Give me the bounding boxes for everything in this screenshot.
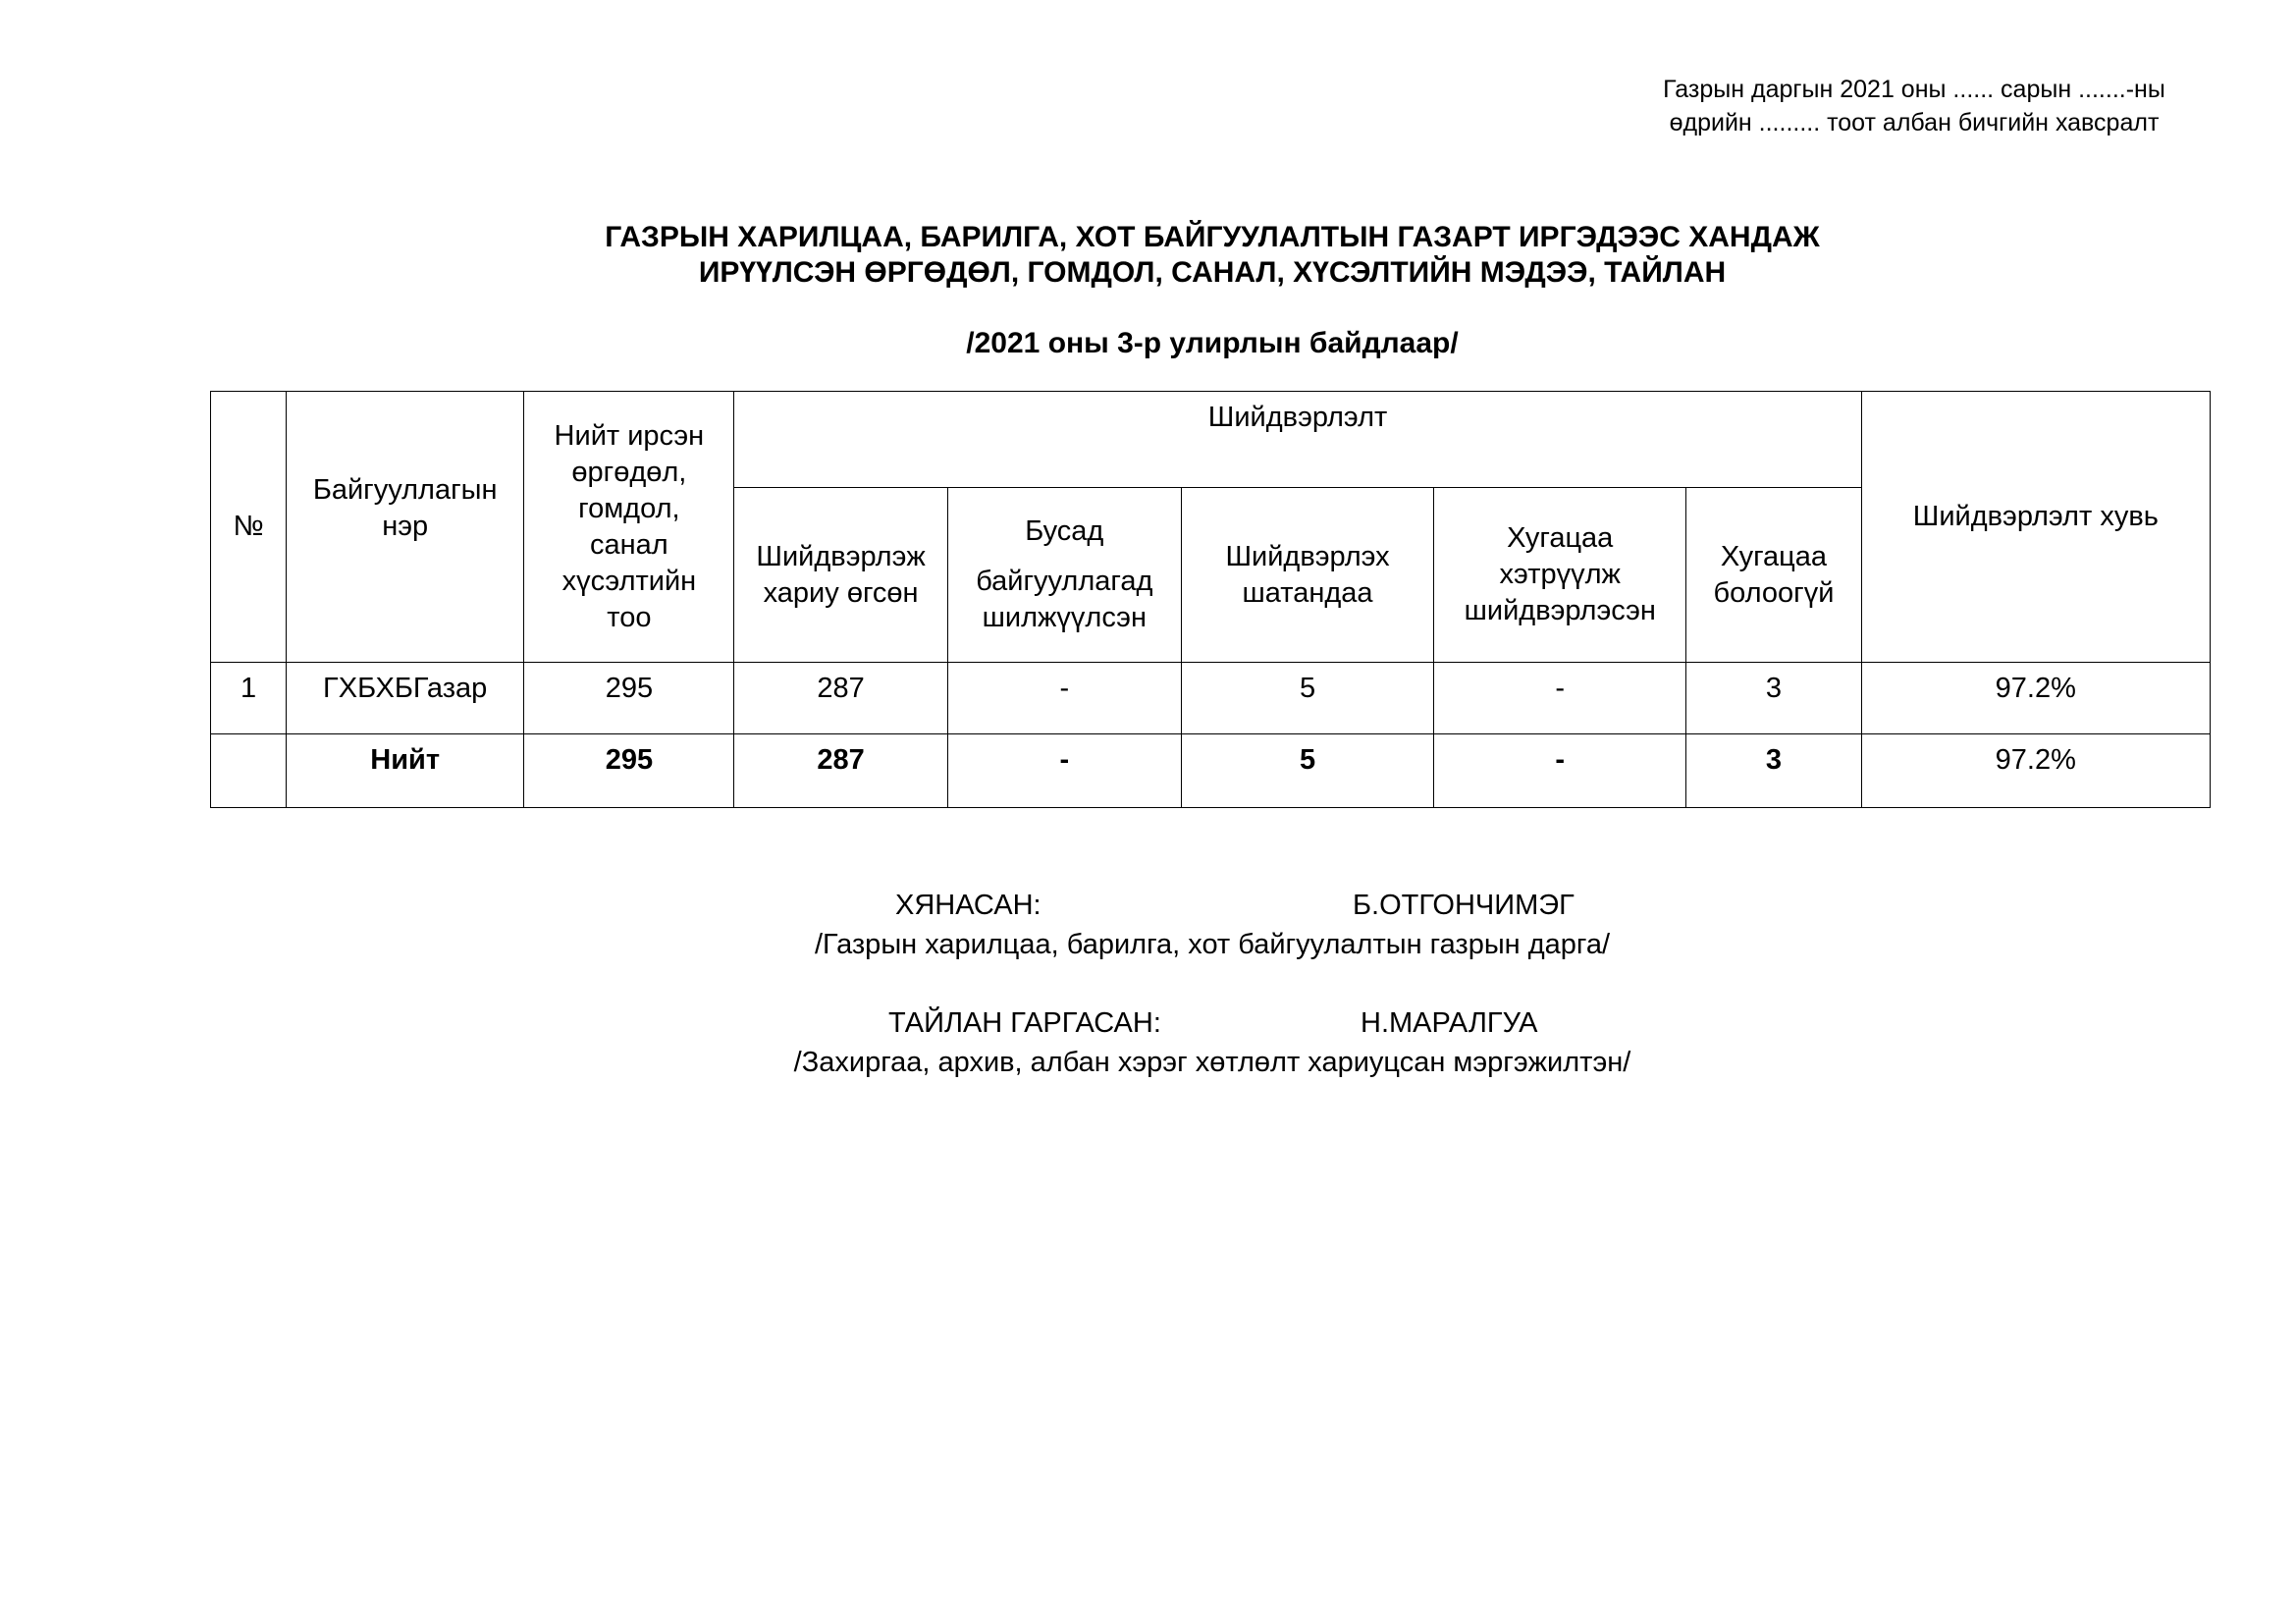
annex-line-2: өдрийн ......... тоот албан бичгийн хавсралт xyxy=(1669,109,2160,136)
total-cell-overdue-resolved: - xyxy=(1434,734,1686,808)
header-total-line: санал xyxy=(590,528,668,561)
header-in-progress xyxy=(1181,488,1433,663)
header-total-line: гомдол, xyxy=(578,492,680,524)
table-row xyxy=(211,663,2211,734)
cell-in-progress: 5 xyxy=(1181,663,1433,734)
reviewed-position: /Газрын харилцаа, барилга, хот байгуулалтын газрын дарга/ xyxy=(814,929,1611,960)
header-overdue-line: хэтрүүлж xyxy=(1499,559,1621,590)
header-resolved-line: Шийдвэрлэж xyxy=(756,540,926,572)
header-total-line: тоо xyxy=(607,601,652,633)
header-transferred-line: шилжүүлсэн xyxy=(982,602,1147,633)
reviewed-role: ХЯНАСАН: xyxy=(895,890,1041,921)
header-org-name-line: нэр xyxy=(382,511,429,542)
header-not-due xyxy=(1686,488,1861,663)
header-row-1 xyxy=(211,392,2211,488)
prepared-role: ТАЙЛАН ГАРГАСАН: xyxy=(888,1007,1161,1039)
report-title xyxy=(0,220,2296,291)
cell-not-due: 3 xyxy=(1686,663,1861,734)
total-cell-in-progress: 5 xyxy=(1181,734,1433,808)
header-not-due-line: Хугацаа xyxy=(1720,540,1828,572)
header-overdue-line: Хугацаа xyxy=(1507,522,1614,554)
header-transferred-line: байгууллагад xyxy=(976,566,1153,597)
header-org-name-line: Байгууллагын xyxy=(312,474,498,506)
header-rate xyxy=(1861,392,2210,663)
header-total-line: хүсэлтийн xyxy=(561,565,697,597)
cell-resolved: 287 xyxy=(734,663,947,734)
cell-org: ГХБХБГазар xyxy=(287,663,524,734)
header-resolved-line: хариу өгсөн xyxy=(763,576,919,609)
annex-line-1: Газрын даргын 2021 оны ...... сарын .......-ны xyxy=(1663,76,2165,103)
annex-note xyxy=(1571,73,2258,139)
header-in-progress-line: шатандаа xyxy=(1242,576,1373,609)
total-cell-not-due: 3 xyxy=(1686,734,1861,808)
prepared-position: /Захиргаа, архив, албан хэрэг хөтлөлт хариуцсан мэргэжилтэн/ xyxy=(793,1047,1631,1078)
total-row xyxy=(211,734,2211,808)
cell-rate: 97.2% xyxy=(1861,663,2210,734)
header-resolved xyxy=(734,488,947,663)
reviewed-name: Б.ОТГОНЧИМЭГ xyxy=(1353,890,1575,921)
cell-no: 1 xyxy=(211,663,287,734)
header-total-line: өргөдөл, xyxy=(571,456,687,488)
cell-total: 295 xyxy=(524,663,734,734)
total-cell-total: 295 xyxy=(524,734,734,808)
header-no: № xyxy=(211,392,287,663)
header-transferred-line: Бусад xyxy=(1025,515,1104,547)
header-overdue-resolved xyxy=(1434,488,1686,663)
header-org-name xyxy=(287,392,524,663)
header-total-line: Нийт ирсэн xyxy=(554,419,705,452)
header-rate-label: Шийдвэрлэлт хувь xyxy=(1912,501,2159,532)
report-table xyxy=(210,391,2211,808)
prepared-name: Н.МАРАЛГУА xyxy=(1361,1007,1538,1039)
total-cell-rate: 97.2% xyxy=(1861,734,2210,808)
total-cell-no xyxy=(211,734,287,808)
report-title-line-1: ГАЗРЫН ХАРИЛЦАА, БАРИЛГА, ХОТ БАЙГУУЛАЛТЫН ГАЗАРТ ИРГЭДЭЭС ХАНДАЖ xyxy=(605,221,1820,253)
report-period: /2021 оны 3-р улирлын байдлаар/ xyxy=(966,327,1459,359)
cell-overdue-resolved: - xyxy=(1434,663,1686,734)
total-cell-transferred: - xyxy=(947,734,1181,808)
total-cell-org: Нийт xyxy=(287,734,524,808)
header-overdue-line: шийдвэрлэсэн xyxy=(1464,595,1656,626)
header-in-progress-line: Шийдвэрлэх xyxy=(1225,540,1390,572)
header-not-due-line: болоогүй xyxy=(1713,576,1835,609)
total-cell-resolved: 287 xyxy=(734,734,947,808)
report-title-line-2: ИРҮҮЛСЭН ӨРГӨДӨЛ, ГОМДОЛ, САНАЛ, ХҮСЭЛТИЙН МЭДЭЭ, ТАЙЛАН xyxy=(698,256,1727,289)
header-resolution: Шийдвэрлэлт xyxy=(734,392,1861,488)
header-transferred xyxy=(947,488,1181,663)
cell-transferred: - xyxy=(947,663,1181,734)
header-total xyxy=(524,392,734,663)
